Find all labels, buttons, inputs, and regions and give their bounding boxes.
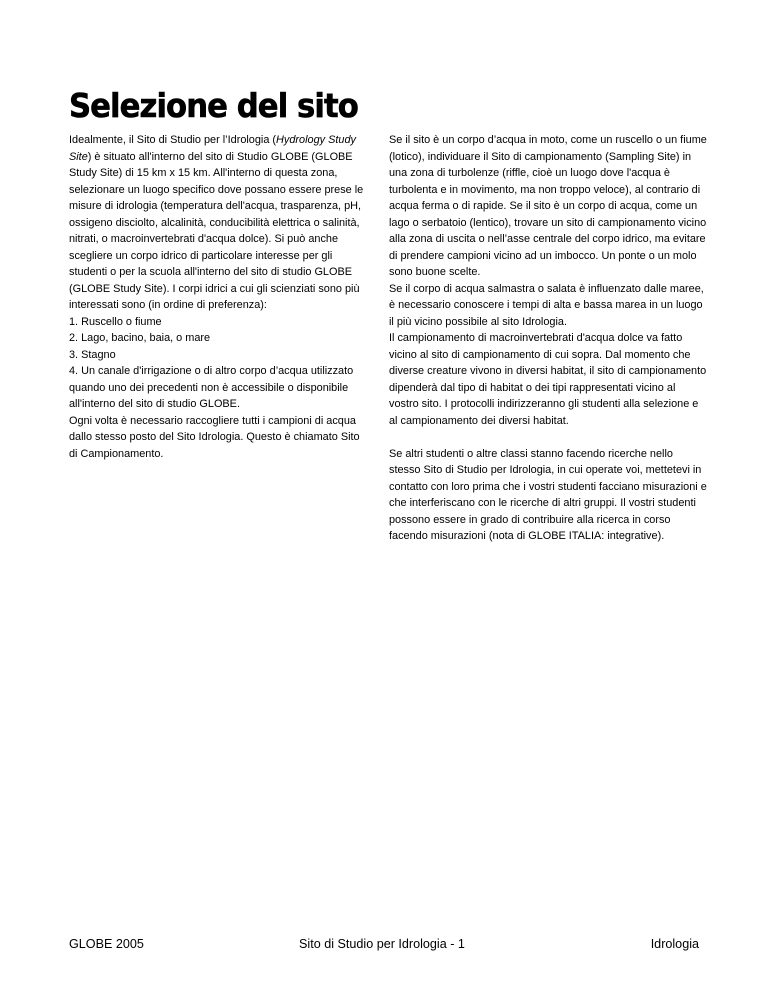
right-column <box>389 132 707 545</box>
hydrology-study-site-term: Hydrology Study Site <box>69 134 356 163</box>
footer-page-label: Sito di Studio per Idrologia - 1 <box>299 937 465 951</box>
page-title: Selezione del sito <box>69 86 358 125</box>
left-column <box>69 132 369 462</box>
flowing-water-paragraph: Se il sito è un corpo d’acqua in moto, come un ruscello o un fiume (lotico), individuare il Sito di campionamento (Sampling Site) in una zona di turbolenze (riffle, cioè un luogo dove l'acqua è turbolenta e in movimento, ma non troppo veloce), al contrario di acqua ferma o di rapide. Se il sito è un corpo di acqua, come un lago o serbatoio (lentico), trovare un sito di campionamento vicino alla zona di uscita o nell’asse centrale del corpo idrico, ma evitare di prendere campioni vicino ad un imbocco. Un ponte o un molo sono buone scelte. <box>389 134 707 278</box>
footer-section: Idrologia <box>650 937 699 951</box>
footer-left: GLOBE 2005 <box>69 937 144 951</box>
tides-paragraph: Se il corpo di acqua salmastra o salata è influenzato dalle maree, è necessario conoscere i tempi di alta e bassa marea in un luogo il più vicino possibile al sito Idrologia. <box>389 282 704 328</box>
list-item-pond: 3. Stagno <box>69 348 116 361</box>
intro-text-start: Idealmente, il Sito di Studio per l’Idrologia ( <box>69 134 277 146</box>
sampling-site-paragraph: Ogni volta è necessario raccogliere tutti i campioni di acqua dallo stesso posto del Sito Idrologia. Questo è chiamato Sito di Campionamento. <box>69 414 360 460</box>
list-item-river: 1. Ruscello o fiume <box>69 315 162 328</box>
list-item-lake: 2. Lago, bacino, baia, o mare <box>69 332 211 344</box>
intro-paragraph <box>69 132 369 314</box>
other-students-paragraph: Se altri studenti o altre classi stanno facendo ricerche nello stesso Sito di Studio per Idrologia, in cui operate voi, mettetevi in contatto con loro prima che i vostri studenti facciano misurazioni e che interferiscano con le ricerche di altri gruppi. Il vostri studenti possono essere in grado di contribuire alla ricerca in corso facendo misurazioni (nota di GLOBE ITALIA: integrative). <box>389 447 707 542</box>
macroinvertebrates-paragraph: Il campionamento di macroinvertebrati d'acqua dolce va fatto vicino al sito di campionamento di cui sopra. Dal momento che diverse creature vivono in diversi habitat, il sito di campionamento dipenderà dal tipo di habitat o dei tipi rappresentati vicino al vostro sito. I protocolli indirizzeranno gli studenti alla selezione e al campionamento dei diversi habitat. <box>389 332 707 427</box>
paragraph-spacer <box>389 429 707 446</box>
intro-text-rest: ) è situato all'interno del sito di Studio GLOBE (GLOBE Study Site) di 15 km x 15 km. All'interno di questa zona, selezionare un luogo specifico dove possano essere prese le misure di idrologia (temperatura dell'acqua, trasparenza, pH, ossigeno disciolto, alcalinità, conducibilità elettrica o salinità, nitrati, o macroinvertebrati d'acqua dolce). Si può anche scegliere un corpo idrico di particolare interesse per gli studenti o per la scuola all'interno del sito di studio GLOBE (GLOBE Study Site). I corpi idrici a cui gli scienziati sono più interessati sono (in ordine di preferenza): <box>69 150 364 311</box>
list-item-canal: 4. Un canale d'irrigazione o di altro corpo d’acqua utilizzato quando uno dei precedenti non è accessibile o disponibile all'interno del sito di studio GLOBE. <box>69 365 354 410</box>
